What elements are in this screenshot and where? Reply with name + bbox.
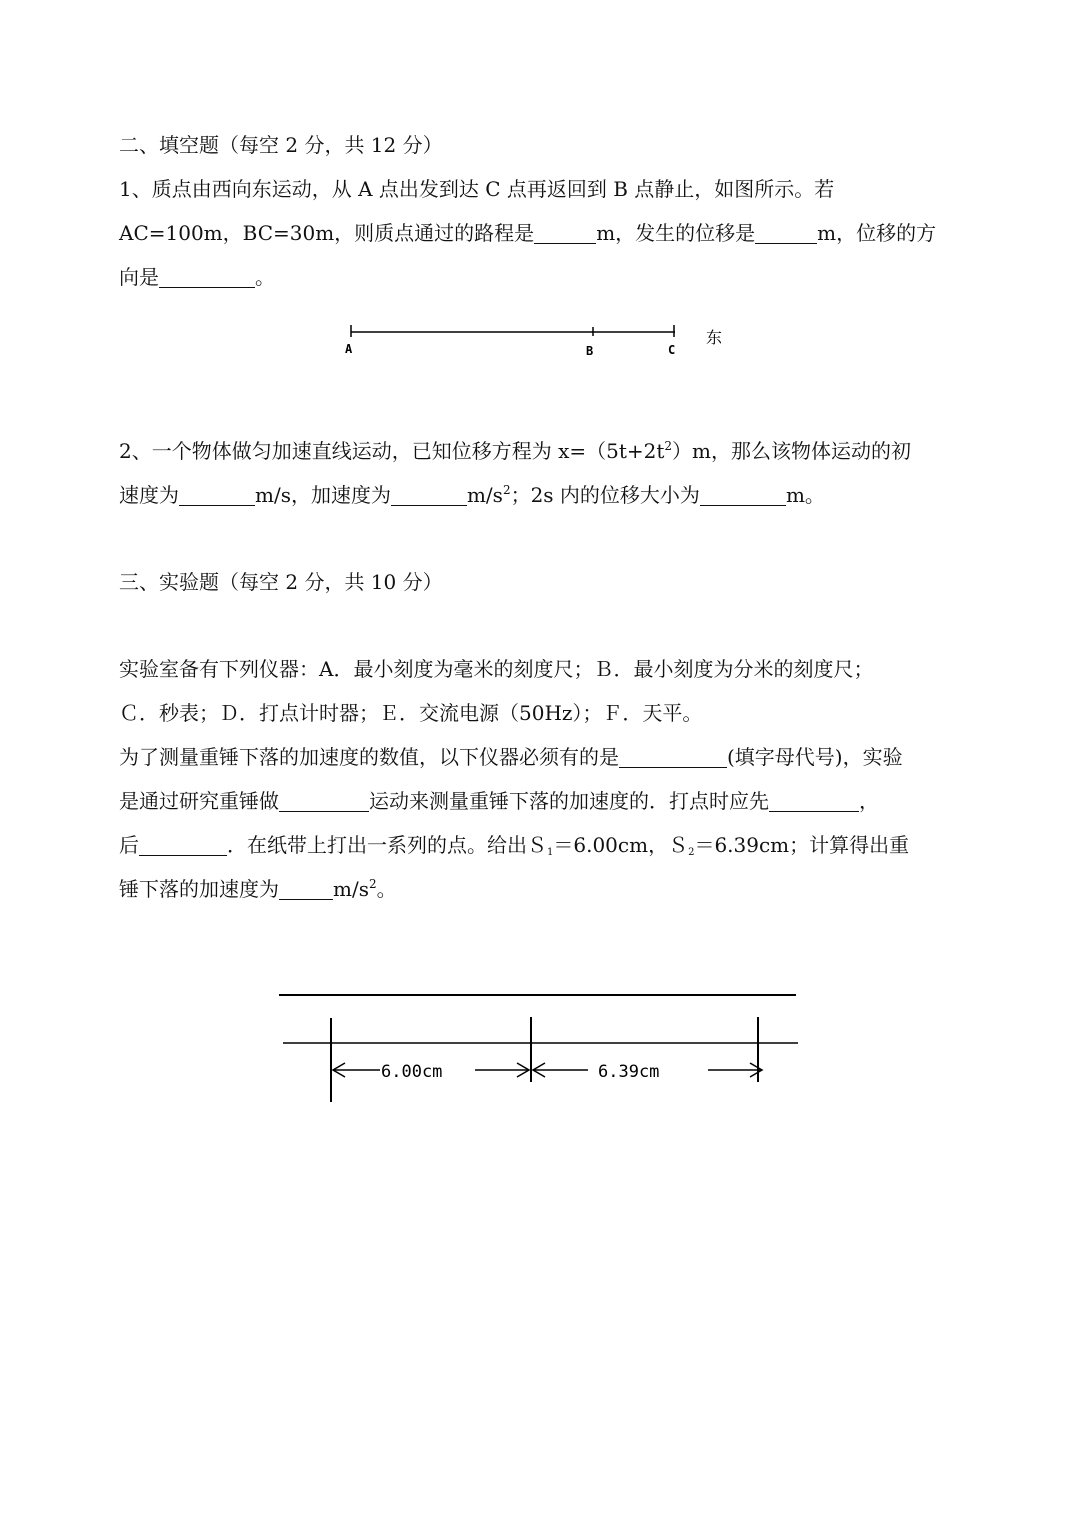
section-3-heading: 三、实验题（每空 2 分，共 10 分） bbox=[119, 570, 443, 594]
s3-line-1: 实验室备有下列仪器：A．最小刻度为毫米的刻度尺；Ｂ．最小刻度为分米的刻度尺； bbox=[119, 657, 874, 681]
q2-text-part: ；2s 内的位移大小为 bbox=[510, 483, 700, 507]
label-point-a: A bbox=[345, 342, 353, 356]
label-point-b: B bbox=[586, 344, 594, 358]
answer-blank-distance[interactable] bbox=[534, 223, 596, 244]
q1-text-part: AC=100m，BC=30m，则质点通过的路程是 bbox=[119, 221, 535, 245]
q2-text-part: 速度为 bbox=[119, 483, 179, 507]
q1-text-part: 向是 bbox=[119, 265, 159, 289]
answer-blank-displacement[interactable] bbox=[755, 223, 817, 244]
section-2-heading: 二、填空题（每空 2 分，共 12 分） bbox=[119, 133, 443, 157]
label-east: 东 bbox=[706, 328, 723, 347]
q1-text-part: 。 bbox=[255, 265, 275, 289]
q2-text-part: m/s，加速度为 bbox=[255, 483, 391, 507]
answer-blank-gravity-acceleration[interactable] bbox=[279, 879, 333, 900]
q2-text-part: 2、一个物体做匀加速直线运动，已知位移方程为 x=（5t+2t bbox=[119, 439, 665, 463]
s3-text-part: m/s bbox=[333, 877, 369, 901]
answer-blank-direction[interactable] bbox=[159, 267, 255, 288]
answer-blank-acceleration[interactable] bbox=[391, 485, 467, 506]
answer-blank-second-step[interactable] bbox=[139, 835, 227, 856]
s3-text-part: 后 bbox=[119, 833, 139, 857]
s3-text-part: (填字母代号)，实验 bbox=[727, 745, 903, 769]
q2-line-2 bbox=[119, 482, 825, 508]
answer-blank-initial-velocity[interactable] bbox=[179, 485, 255, 506]
q2-line-1 bbox=[119, 438, 911, 464]
s2-label: 6.39cm bbox=[598, 1062, 660, 1082]
s3-line-2: Ｃ．秒表；Ｄ．打点计时器；Ｅ．交流电源（50Hz）；Ｆ．天平。 bbox=[119, 701, 703, 725]
q2-superscript: 2 bbox=[502, 483, 511, 497]
s1-label: 6.00cm bbox=[381, 1062, 443, 1082]
s3-line-4 bbox=[119, 788, 879, 814]
q2-text-part: ）m，那么该物体运动的初 bbox=[672, 439, 912, 463]
q1-text-part: m，位移的方 bbox=[817, 221, 937, 245]
answer-blank-instruments[interactable] bbox=[619, 747, 727, 768]
s3-text-part: 是通过研究重锤做 bbox=[119, 789, 279, 813]
answer-blank-displacement-2s[interactable] bbox=[700, 485, 786, 506]
s3-text-part: ＝6.00cm，Ｓ bbox=[553, 833, 689, 857]
s3-subscript: 2 bbox=[688, 847, 695, 858]
q1-line-1: 1、质点由西向东运动，从 A 点出发到达 C 点再返回到 B 点静止，如图所示。若 bbox=[119, 177, 835, 201]
q2-text-part: m/s bbox=[466, 483, 503, 507]
s3-text-part: ， bbox=[859, 789, 879, 813]
motion-line-diagram bbox=[330, 318, 750, 364]
answer-blank-first-step[interactable] bbox=[769, 791, 859, 812]
s3-text-part: ．在纸带上打出一系列的点。给出Ｓ bbox=[227, 833, 547, 857]
q1-line-2 bbox=[119, 220, 936, 246]
paper-tape-diagram bbox=[270, 985, 810, 1110]
s3-line-3 bbox=[119, 744, 903, 770]
s3-superscript: 2 bbox=[368, 877, 377, 891]
s3-subscript: 1 bbox=[547, 847, 554, 858]
q2-text-part: m。 bbox=[785, 483, 825, 507]
answer-blank-motion-type[interactable] bbox=[279, 791, 369, 812]
s3-text-part: 。 bbox=[376, 877, 397, 901]
s3-text-part: 锤下落的加速度为 bbox=[119, 877, 279, 901]
q2-superscript: 2 bbox=[664, 439, 673, 453]
s3-line-5 bbox=[119, 832, 909, 866]
q1-text-part: m，发生的位移是 bbox=[596, 221, 756, 245]
s3-text-part: ＝6.39cm；计算得出重 bbox=[694, 833, 910, 857]
s3-text-part: 运动来测量重锤下落的加速度的．打点时应先 bbox=[369, 789, 769, 813]
label-point-c: C bbox=[668, 343, 676, 357]
s3-line-6 bbox=[119, 876, 397, 902]
s3-text-part: 为了测量重锤下落的加速度的数值，以下仪器必须有的是 bbox=[119, 745, 619, 769]
q1-line-3 bbox=[119, 264, 275, 290]
